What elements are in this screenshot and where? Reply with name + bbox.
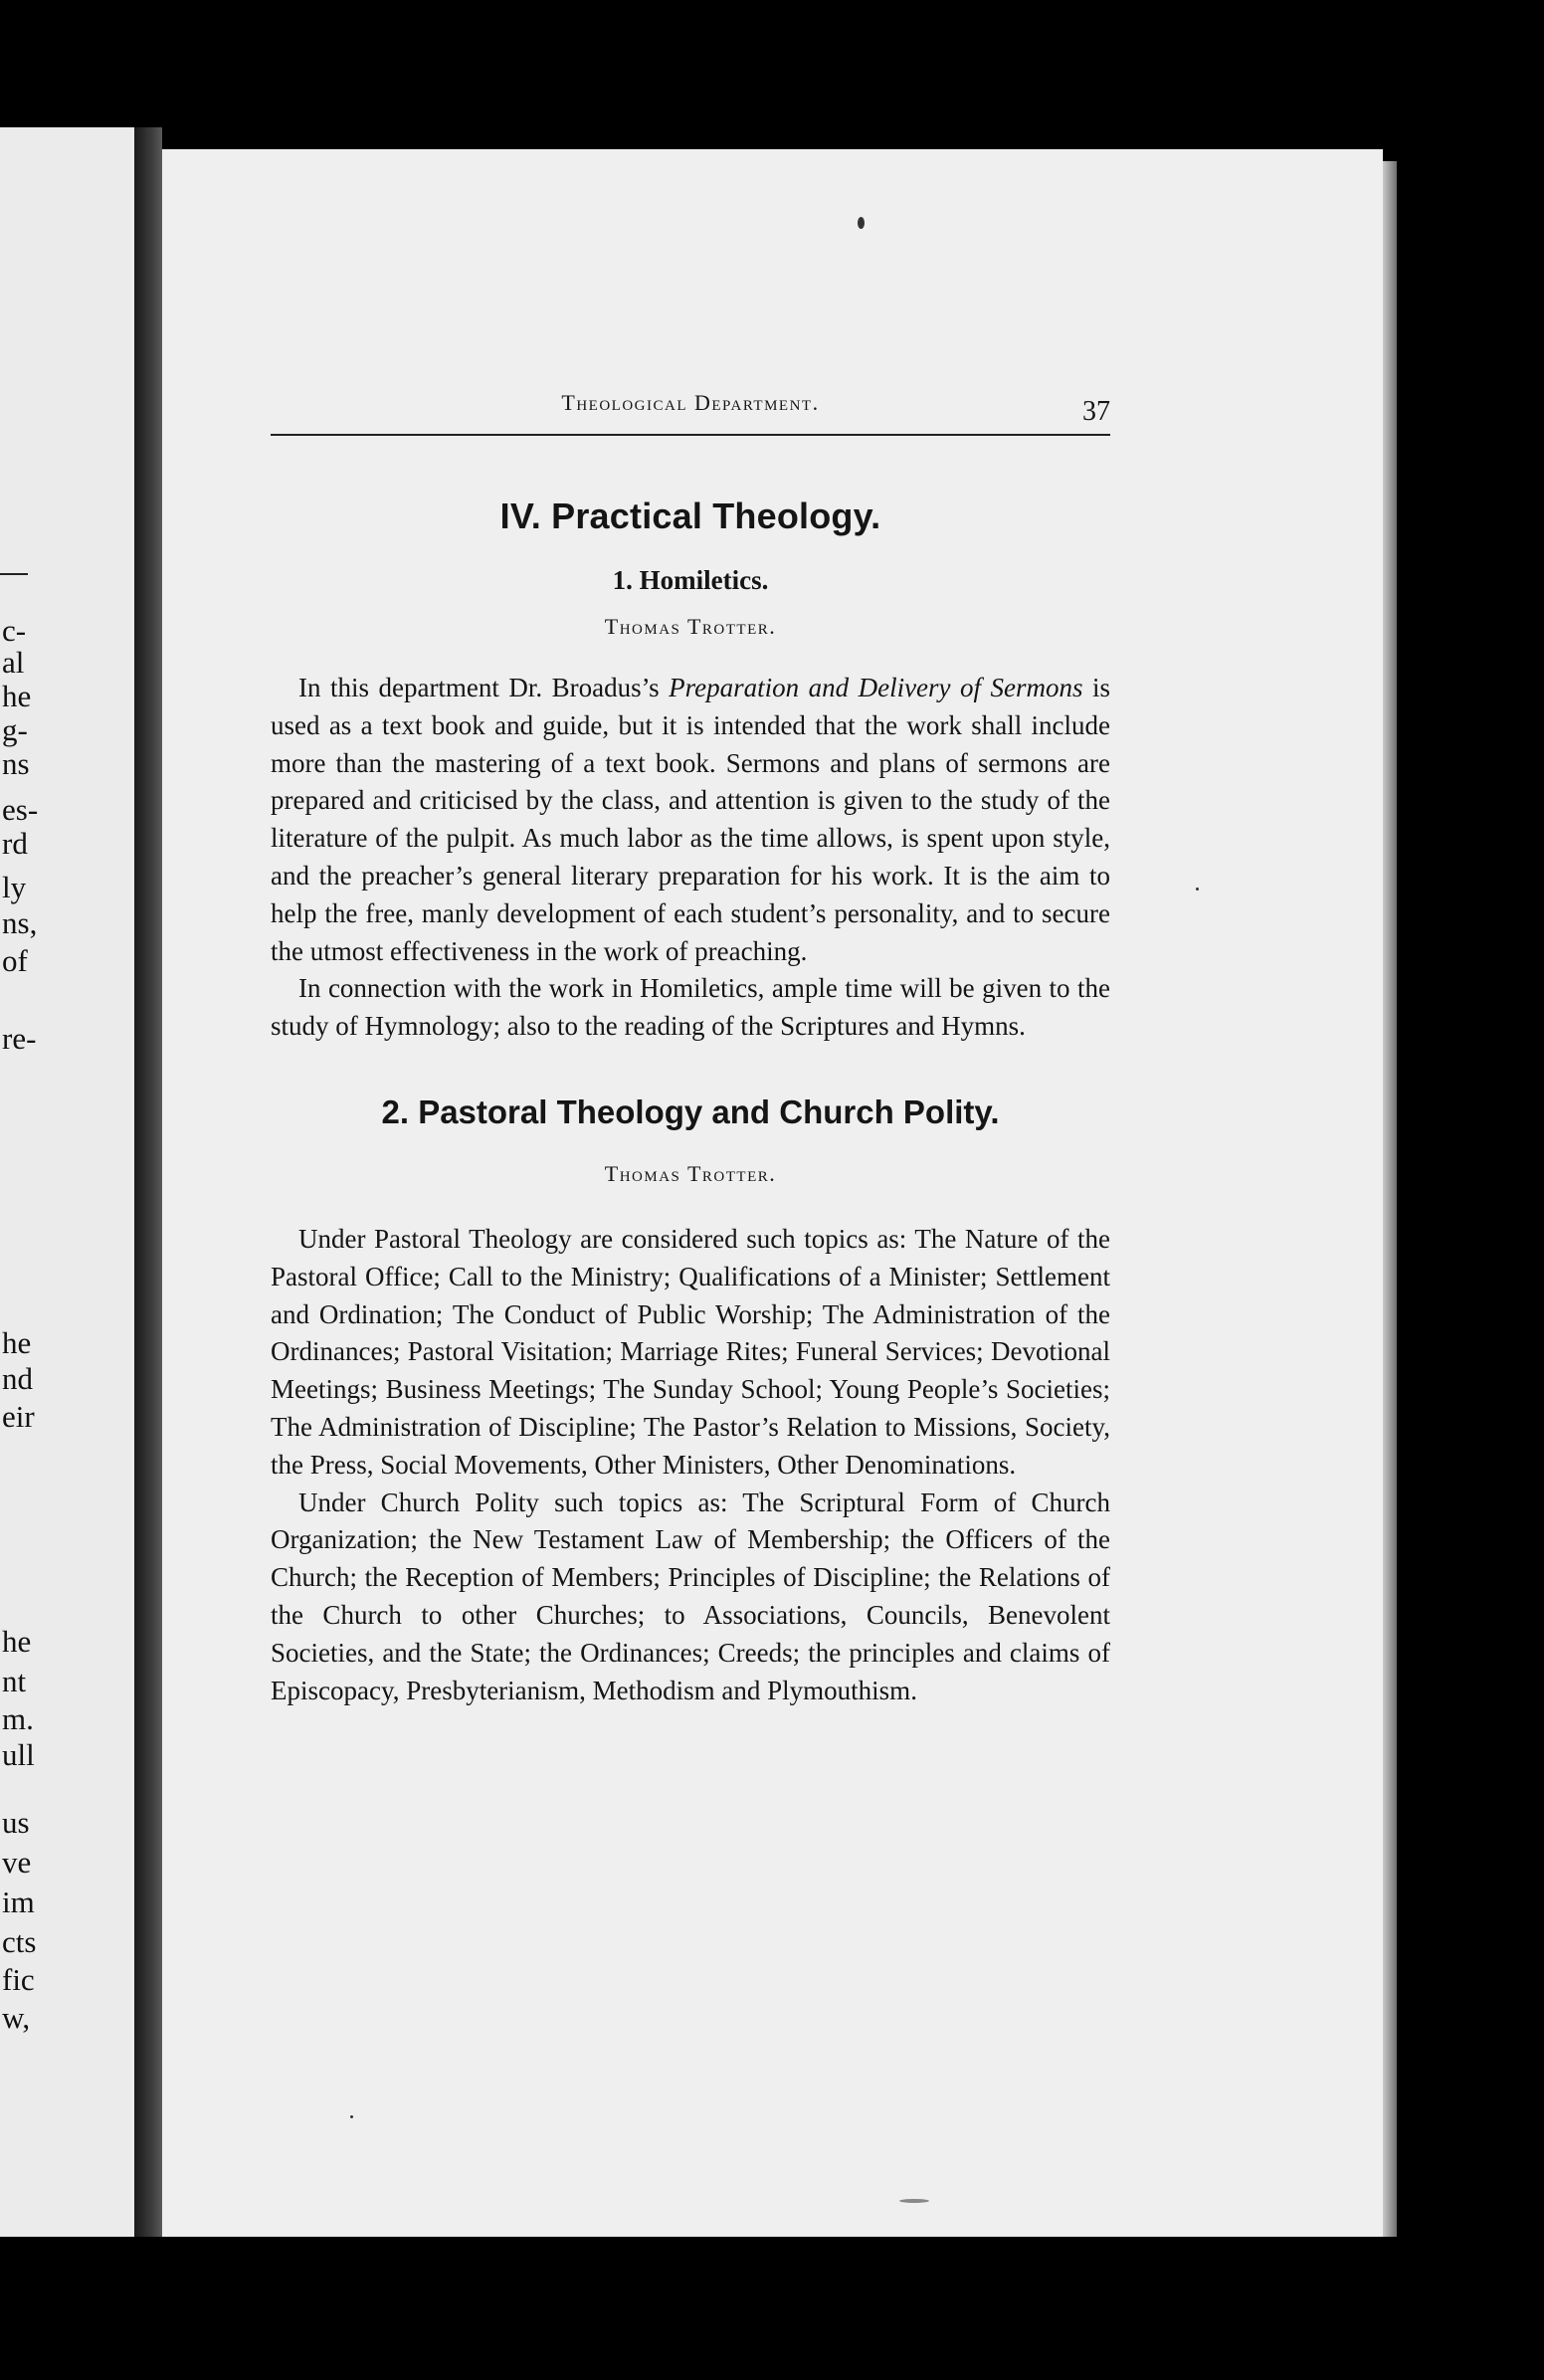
previous-page-fragment: ns	[2, 746, 30, 781]
page-number: 37	[1082, 396, 1110, 427]
previous-page-fragment: he	[2, 679, 32, 713]
paragraph: Under Pastoral Theology are considered such topics as: The Nature of the Pastoral Office; Call to the Ministry; Qualifications of a Minister; Settlement and Ordination; The Conduct of Public Worship; The Administration of the Ordinances; Pastoral Visitation; Marriage Rites; Funeral Services; Devotional Meetings; Business Meetings; The Sunday School; Young People’s Societies; The Administration of Discipline; The Pastor’s Relation to Missions, Society, the Press, Social Movements, Other Ministers, Other Denominations.	[271, 1223, 1110, 1480]
previous-page-fragment: im	[2, 1884, 35, 1919]
author-name: Thomas Trotter.	[604, 614, 777, 639]
previous-page-fragment: he	[2, 1624, 32, 1659]
paragraph: In connection with the work in Homiletics, ample time will be given to the study of Hymnology; also to the reading of the Scriptures and Hymns.	[271, 973, 1110, 1042]
page-content	[271, 358, 1110, 1709]
previous-page-fragment: al	[2, 645, 25, 680]
previous-page-fragment: eir	[2, 1399, 35, 1434]
previous-page-fragment: es-	[2, 792, 39, 827]
previous-page-fragment: cts	[2, 1924, 37, 1959]
author-name: Thomas Trotter.	[604, 1160, 777, 1186]
paragraph: Under Church Polity such topics as: The Scriptural Form of Church Organization; the New Testament Law of Membership; the Officers of the Church; the Reception of Members; Principles of Discipline; the Relations of the Church to other Churches; to Associations, Councils, Benevolent Societies, and the State; the Ordinances; Creeds; the principles and claims of Episcopacy, Presbyterianism, Methodism and Plymouthism.	[271, 1487, 1110, 1705]
running-head	[271, 358, 1110, 427]
previous-page-fragment: of	[2, 943, 28, 978]
section-heading: IV. Practical Theology.	[499, 496, 881, 536]
previous-page-fragment: c-	[2, 613, 27, 648]
previous-page-fragment: m.	[2, 1701, 34, 1736]
previous-page-fragment: rd	[2, 826, 28, 861]
previous-page-fragment: nd	[2, 1361, 33, 1396]
section-heading: 2. Pastoral Theology and Church Polity.	[381, 1092, 1000, 1130]
previous-page-fragment: ns,	[2, 905, 38, 940]
book-title: Preparation and Delivery of Sermons	[669, 673, 1083, 702]
previous-page-fragment: us	[2, 1805, 30, 1840]
previous-page-fragment: ly	[2, 870, 27, 904]
previous-page-fragment: w,	[2, 2000, 31, 2035]
previous-page-fragment: ull	[2, 1737, 35, 1772]
paragraph-text: is used as a text book and guide, but it is intended that the work shall include more than the mastering of a text book. Sermons and plans of sermons are prepared and criticised by the class, and attention is given to the study of the literature of the pulpit. As much labor as the time allows, is spent upon style, and the preacher’s general literary preparation for his work. It is the aim to help the free, manly development of each student’s personality, and to secure the utmost effectiveness in the work of preaching.	[271, 673, 1110, 966]
paragraph-text: In this department Dr. Broadus’s	[298, 673, 670, 702]
previous-page-edge	[0, 127, 134, 2237]
previous-page-fragment: ve	[2, 1845, 32, 1880]
previous-page-rule	[0, 573, 28, 575]
previous-page-fragment: re-	[2, 1021, 37, 1056]
previous-page-fragment: nt	[2, 1664, 27, 1698]
book-gutter	[134, 127, 162, 2237]
paragraph	[271, 670, 1110, 970]
subsection-heading: 1. Homiletics.	[612, 565, 769, 595]
page-edge-shadow	[1383, 161, 1397, 2237]
header-rule	[271, 434, 1110, 436]
previous-page-fragment: fic	[2, 1962, 35, 1997]
previous-page-fragment: g-	[2, 712, 28, 747]
running-head-title: Theological Department.	[561, 390, 820, 415]
previous-page-fragment: he	[2, 1325, 32, 1360]
